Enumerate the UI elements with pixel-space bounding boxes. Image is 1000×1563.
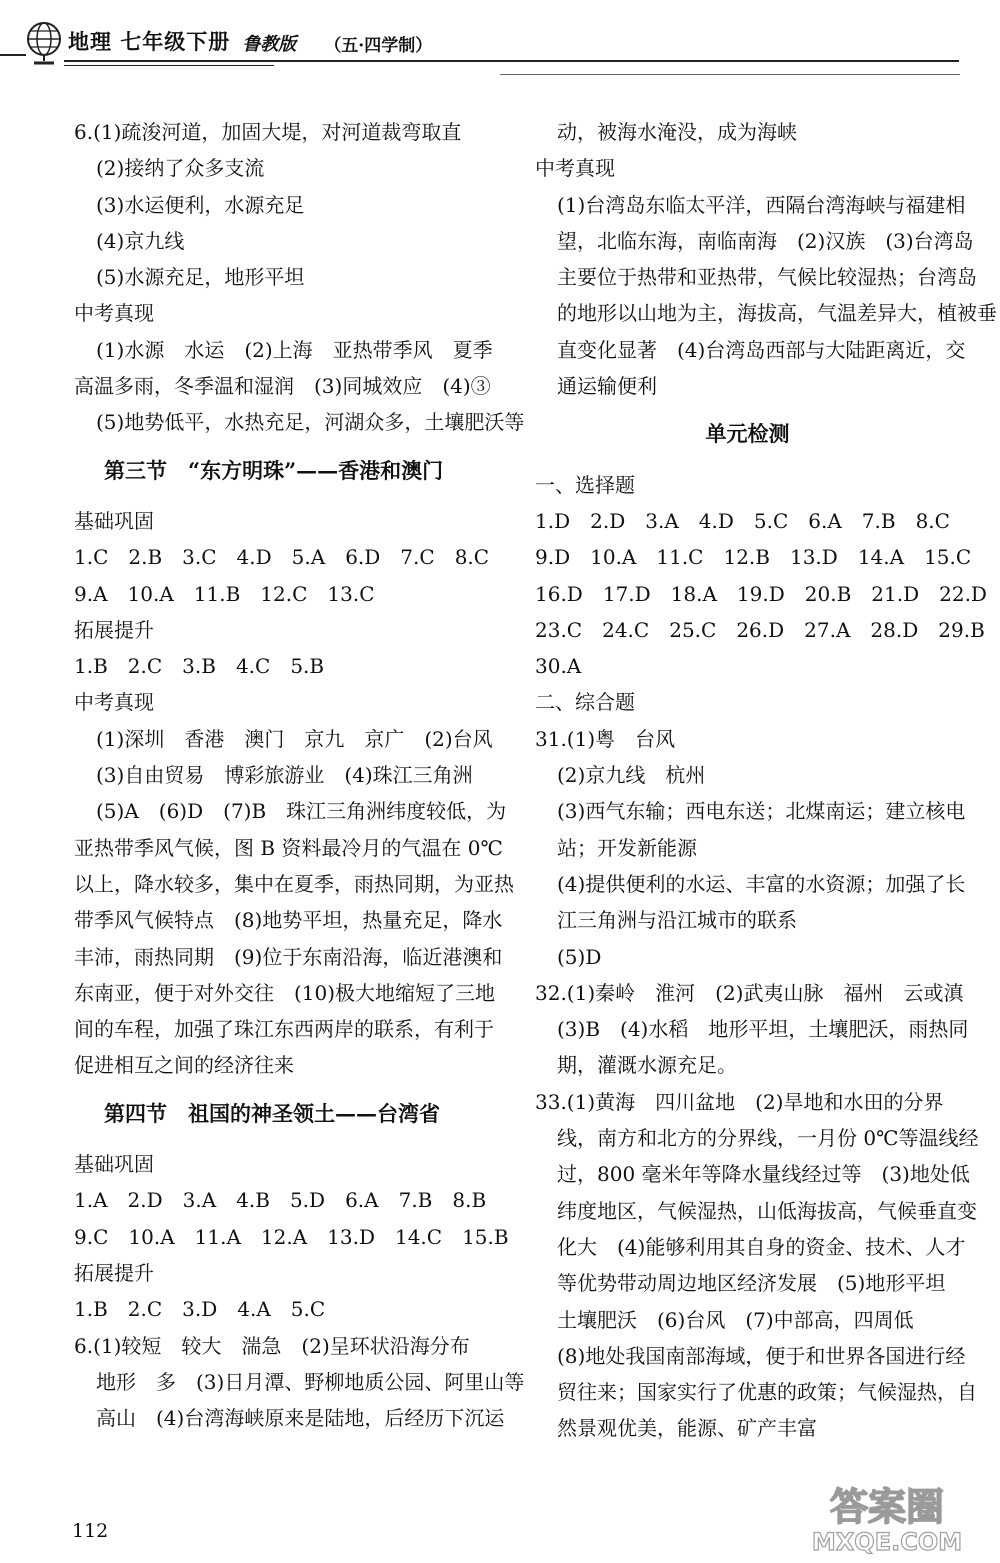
answer-line: 亚热带季风气候，图 B 资料最冷月的气温在 0℃: [74, 835, 503, 860]
answer-line: 1.B 2.C 3.B 4.C 5.B: [74, 654, 325, 679]
answer-line: 30.A: [535, 654, 582, 679]
header-rule-left: [0, 54, 26, 56]
answer-line: 1.A 2.D 3.A 4.B 5.D 6.A 7.B 8.B: [74, 1188, 487, 1213]
answer-line: (1)台湾岛东临太平洋，西隔台湾海峡与福建相: [557, 192, 966, 217]
left-column: [74, 114, 525, 1436]
answer-line: 土壤肥沃 (6)台风 (7)中部高，四周低: [557, 1307, 914, 1332]
answer-line: 31.(1)粤 台风: [535, 726, 676, 751]
answer-line: 9.A 10.A 11.B 12.C 13.C: [74, 581, 375, 606]
answer-line: 16.D 17.D 18.A 19.D 20.B 21.D 22.D: [535, 581, 987, 606]
answer-line: 6.(1)较短 较大 湍急 (2)呈环状沿海分布: [74, 1333, 470, 1358]
answer-line: (3)西气东输；西电东送；北煤南运；建立核电: [557, 799, 966, 824]
header-rule: [64, 60, 959, 62]
section-title: 第三节 “东方明珠”——香港和澳门: [104, 457, 444, 483]
header-rule-thin: [64, 65, 274, 66]
answer-line: 间的车程，加强了珠江东西两岸的联系，有利于: [74, 1017, 494, 1042]
answer-line: 地形 多 (3)日月潭、野柳地质公园、阿里山等: [96, 1369, 525, 1394]
answer-line: 1.D 2.D 3.A 4.D 5.C 6.A 7.B 8.C: [535, 508, 950, 533]
choice-label: 一、选择题: [535, 472, 635, 497]
right-column: [535, 114, 997, 1447]
jichu-label: 基础巩固: [74, 508, 154, 533]
answer-line: 线，南方和北方的分界线，一月份 0℃等温线经: [557, 1126, 979, 1151]
answer-line: 期，灌溉水源充足。: [557, 1053, 737, 1078]
answer-line: 以上，降水较多，集中在夏季，雨热同期，为亚热: [74, 871, 514, 896]
answer-line: 丰沛，雨热同期 (9)位于东南沿海，临近港澳和: [74, 944, 503, 969]
answer-line: 江三角洲与沿江城市的联系: [557, 908, 797, 933]
watermark-url: MXQE.COM: [812, 1528, 962, 1556]
tuozhan-label: 拓展提升: [74, 617, 154, 642]
header-title: 地理 七年级下册: [68, 29, 231, 54]
answer-line: 33.(1)黄海 四川盆地 (2)旱地和水田的分界: [535, 1089, 944, 1114]
answer-line: 1.C 2.B 3.C 4.D 5.A 6.D 7.C 8.C: [74, 545, 490, 570]
answer-line: (3)B (4)水稻 地形平坦，土壤肥沃，雨热同: [557, 1017, 969, 1042]
answer-line: 站；开发新能源: [557, 835, 697, 860]
page-number: 112: [72, 1520, 109, 1542]
answer-line: (3)水运便利，水源充足: [96, 192, 305, 217]
answer-line: 高温多雨，冬季温和湿润 (3)同城效应 (4)③: [74, 374, 491, 399]
globe-icon: [24, 20, 64, 66]
answer-line: (2)京九线 杭州: [557, 763, 706, 788]
answer-line: (1)水源 水运 (2)上海 亚热带季风 夏季: [96, 337, 493, 362]
answer-line: 主要位于热带和亚热带，气候比较湿热；台湾岛: [557, 265, 977, 290]
answer-line: (5)D: [557, 944, 602, 969]
answer-line: (1)深圳 香港 澳门 京九 京广 (2)台风: [96, 726, 493, 751]
answer-line: 等优势带动周边地区经济发展 (5)地形平坦: [557, 1271, 946, 1296]
answer-line: 的地形以山地为主，海拔高，气温差异大，植被垂: [557, 301, 997, 326]
header-rule-right: [500, 74, 960, 75]
answer-line: 直变化显著 (4)台湾岛西部与大陆距离近，交: [557, 337, 966, 362]
answer-line: (2)接纳了众多支流: [96, 156, 265, 181]
answer-line: (5)A (6)D (7)B 珠江三角洲纬度较低，为: [96, 799, 507, 824]
answer-line: 化大 (4)能够利用其自身的资金、技术、人才: [557, 1234, 966, 1259]
unit-title: 单元检测: [705, 421, 790, 447]
answer-line: 纬度地区，气候湿热，山低海拔高，气候垂直变: [557, 1198, 977, 1223]
answer-line: 6.(1)疏浚河道，加固大堤，对河道裁弯取直: [74, 120, 462, 144]
section-title: 第四节 祖国的神圣领土——台湾省: [104, 1100, 440, 1126]
answer-line: (5)水源充足，地形平坦: [96, 265, 305, 290]
comp-label: 二、综合题: [535, 690, 635, 715]
answer-line: (3)自由贸易 博彩旅游业 (4)珠江三角洲: [96, 763, 473, 788]
answer-line: 带季风气候特点 (8)地势平坦，热量充足，降水: [74, 908, 503, 933]
answer-line: 动，被海水淹没，成为海峡: [557, 120, 797, 144]
zhongkao-label: 中考真现: [74, 301, 154, 326]
answer-line: 过，800 毫米年等降水量线经过等 (3)地处低: [557, 1162, 970, 1187]
answer-line: 32.(1)秦岭 淮河 (2)武夷山脉 福州 云或滇: [535, 980, 964, 1005]
answer-line: (8)地处我国南部海域，便于和世界各国进行经: [557, 1343, 966, 1368]
answer-line: (4)京九线: [96, 228, 185, 253]
answer-line: 促进相互之间的经济往来: [74, 1053, 294, 1078]
header-edition: 鲁教版: [242, 34, 297, 55]
answer-line: 通运输便利: [557, 374, 657, 399]
answer-line: 东南亚，便于对外交往 (10)极大地缩短了三地: [74, 980, 496, 1005]
header-system: （五·四学制）: [324, 36, 433, 56]
zhongkao-label: 中考真现: [74, 690, 154, 715]
page-header: [0, 14, 1000, 74]
answer-line: (4)提供便利的水运、丰富的水资源；加强了长: [557, 871, 966, 896]
answer-line: 望，北临东海，南临南海 (2)汉族 (3)台湾岛: [557, 228, 974, 253]
answer-line: 23.C 24.C 25.C 26.D 27.A 28.D 29.B: [535, 617, 985, 642]
watermark-text: 答案圈: [829, 1485, 945, 1529]
answer-line: 高山 (4)台湾海峡原来是陆地，后经历下沉运: [96, 1406, 505, 1431]
answer-line: 然景观优美，能源、矿产丰富: [557, 1416, 817, 1441]
answer-line: 9.D 10.A 11.C 12.B 13.D 14.A 15.C: [535, 545, 972, 570]
tuozhan-label: 拓展提升: [74, 1260, 154, 1285]
answer-line: 9.C 10.A 11.A 12.A 13.D 14.C 15.B: [74, 1224, 509, 1249]
zhongkao-label: 中考真现: [535, 156, 615, 181]
answer-line: 贸往来；国家实行了优惠的政策；气候湿热，自: [557, 1380, 977, 1405]
watermark-logo: [812, 1478, 962, 1556]
answer-line: 1.B 2.C 3.D 4.A 5.C: [74, 1297, 326, 1322]
jichu-label: 基础巩固: [74, 1152, 154, 1177]
answer-line: (5)地势低平，水热充足，河湖众多，土壤肥沃等: [96, 410, 525, 435]
